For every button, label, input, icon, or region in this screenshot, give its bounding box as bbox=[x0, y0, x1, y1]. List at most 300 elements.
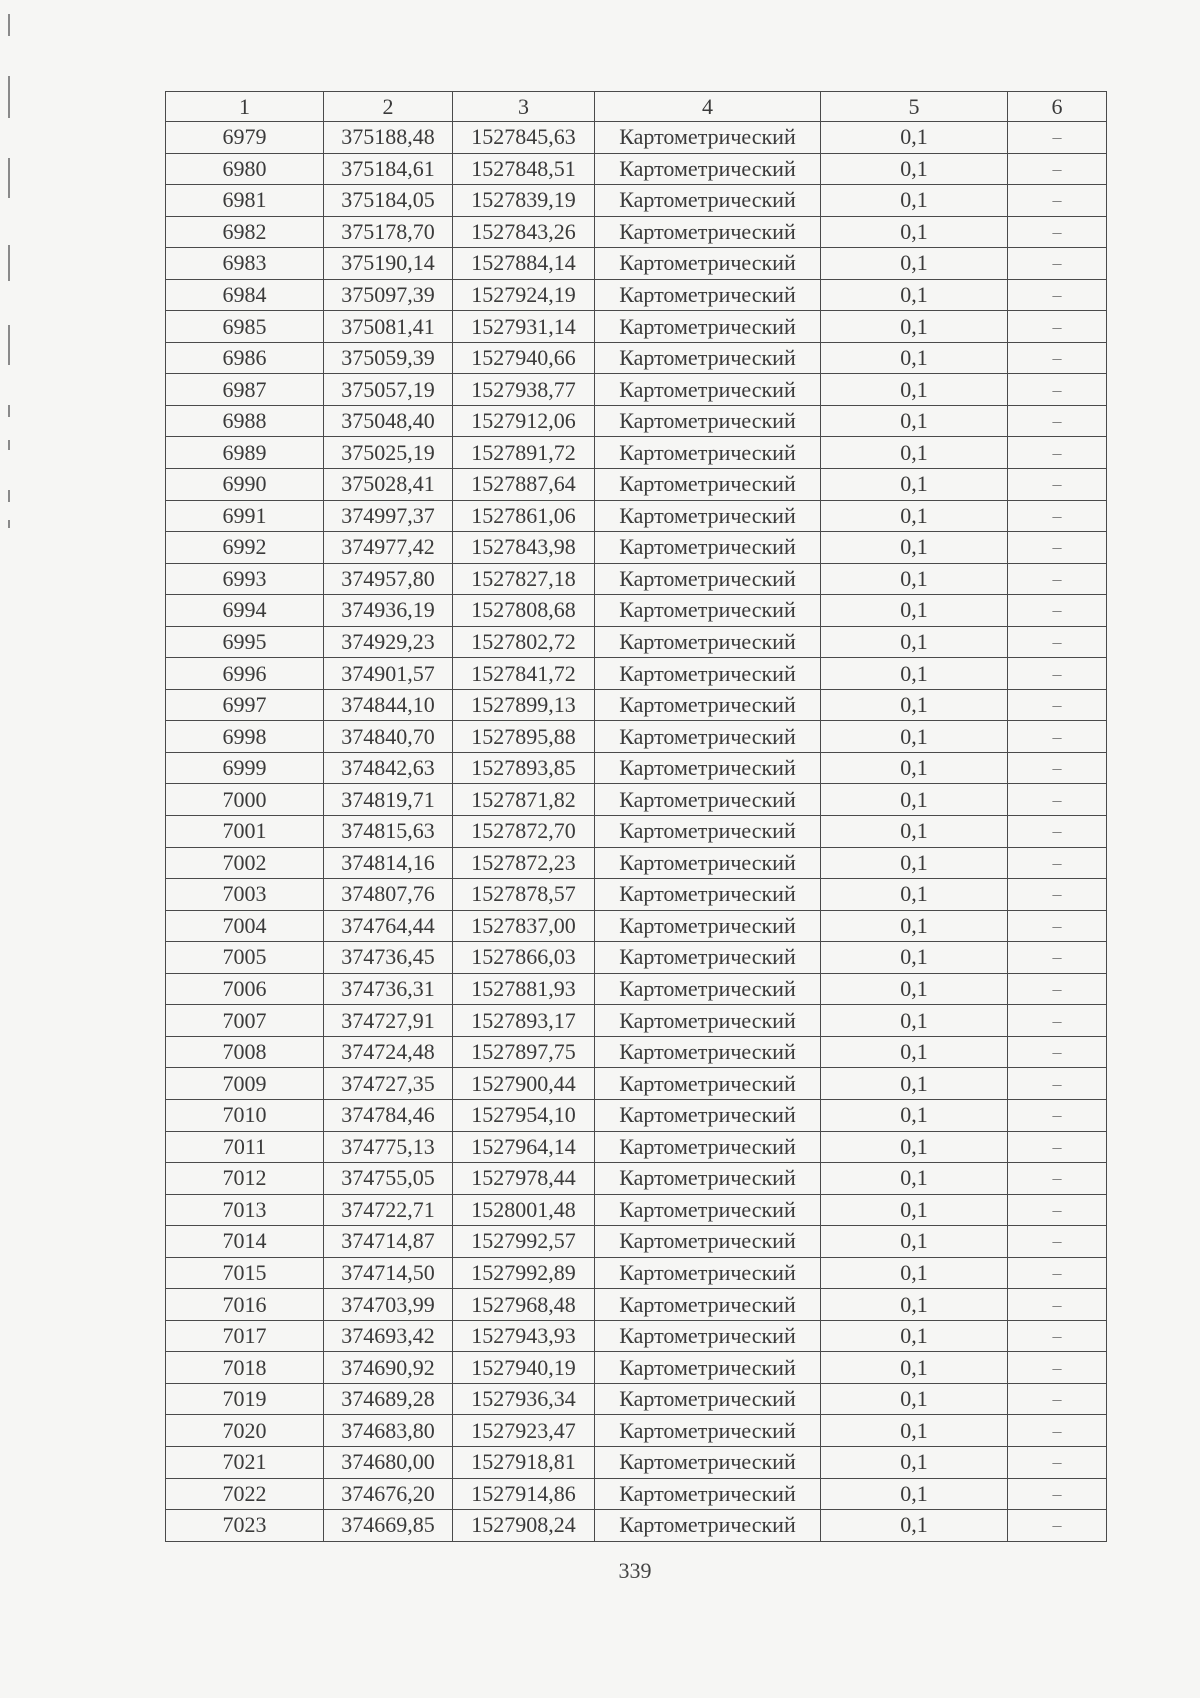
method-cell: Картометрический bbox=[595, 279, 821, 311]
description-cell: – bbox=[1008, 279, 1107, 311]
description-cell: – bbox=[1008, 1005, 1107, 1037]
accuracy-cell: 0,1 bbox=[821, 1510, 1008, 1542]
x-coordinate-cell: 374714,50 bbox=[324, 1257, 453, 1289]
method-cell: Картометрический bbox=[595, 595, 821, 627]
method-cell: Картометрический bbox=[595, 342, 821, 374]
description-cell: – bbox=[1008, 1383, 1107, 1415]
table-row bbox=[166, 1194, 1107, 1226]
y-coordinate-cell: 1527900,44 bbox=[453, 1068, 595, 1100]
x-coordinate-cell: 374842,63 bbox=[324, 752, 453, 784]
x-coordinate-cell: 374844,10 bbox=[324, 689, 453, 721]
column-header-3: 3 bbox=[453, 92, 595, 122]
accuracy-cell: 0,1 bbox=[821, 879, 1008, 911]
y-coordinate-cell: 1527912,06 bbox=[453, 405, 595, 437]
x-coordinate-cell: 374736,45 bbox=[324, 942, 453, 974]
column-header-4: 4 bbox=[595, 92, 821, 122]
table-row bbox=[166, 437, 1107, 469]
table-row bbox=[166, 1131, 1107, 1163]
accuracy-cell: 0,1 bbox=[821, 1478, 1008, 1510]
y-coordinate-cell: 1527841,72 bbox=[453, 658, 595, 690]
description-cell: – bbox=[1008, 1352, 1107, 1384]
table-row bbox=[166, 1383, 1107, 1415]
table-row bbox=[166, 342, 1107, 374]
coordinates-table bbox=[165, 91, 1107, 1542]
y-coordinate-cell: 1527872,70 bbox=[453, 816, 595, 848]
method-cell: Картометрический bbox=[595, 847, 821, 879]
description-cell: – bbox=[1008, 500, 1107, 532]
point-number-cell: 6995 bbox=[166, 626, 324, 658]
method-cell: Картометрический bbox=[595, 405, 821, 437]
x-coordinate-cell: 374815,63 bbox=[324, 816, 453, 848]
table-row bbox=[166, 784, 1107, 816]
x-coordinate-cell: 375188,48 bbox=[324, 122, 453, 154]
table-body bbox=[166, 122, 1107, 1542]
description-cell: – bbox=[1008, 1099, 1107, 1131]
point-number-cell: 6999 bbox=[166, 752, 324, 784]
y-coordinate-cell: 1527893,85 bbox=[453, 752, 595, 784]
point-number-cell: 6983 bbox=[166, 248, 324, 280]
description-cell: – bbox=[1008, 248, 1107, 280]
description-cell: – bbox=[1008, 216, 1107, 248]
x-coordinate-cell: 374690,92 bbox=[324, 1352, 453, 1384]
accuracy-cell: 0,1 bbox=[821, 1131, 1008, 1163]
method-cell: Картометрический bbox=[595, 1036, 821, 1068]
y-coordinate-cell: 1527837,00 bbox=[453, 910, 595, 942]
table-row bbox=[166, 248, 1107, 280]
accuracy-cell: 0,1 bbox=[821, 689, 1008, 721]
y-coordinate-cell: 1527964,14 bbox=[453, 1131, 595, 1163]
table-row bbox=[166, 279, 1107, 311]
description-cell: – bbox=[1008, 153, 1107, 185]
column-header-5: 5 bbox=[821, 92, 1008, 122]
description-cell: – bbox=[1008, 752, 1107, 784]
table-row bbox=[166, 532, 1107, 564]
x-coordinate-cell: 375097,39 bbox=[324, 279, 453, 311]
description-cell: – bbox=[1008, 1194, 1107, 1226]
table-row bbox=[166, 1005, 1107, 1037]
method-cell: Картометрический bbox=[595, 469, 821, 501]
x-coordinate-cell: 375081,41 bbox=[324, 311, 453, 343]
accuracy-cell: 0,1 bbox=[821, 248, 1008, 280]
description-cell: – bbox=[1008, 185, 1107, 217]
table-row bbox=[166, 1289, 1107, 1321]
method-cell: Картометрический bbox=[595, 784, 821, 816]
point-number-cell: 7016 bbox=[166, 1289, 324, 1321]
point-number-cell: 7012 bbox=[166, 1163, 324, 1195]
point-number-cell: 7002 bbox=[166, 847, 324, 879]
method-cell: Картометрический bbox=[595, 500, 821, 532]
x-coordinate-cell: 374689,28 bbox=[324, 1383, 453, 1415]
table-row bbox=[166, 311, 1107, 343]
y-coordinate-cell: 1527908,24 bbox=[453, 1510, 595, 1542]
y-coordinate-cell: 1527914,86 bbox=[453, 1478, 595, 1510]
point-number-cell: 6984 bbox=[166, 279, 324, 311]
y-coordinate-cell: 1527872,23 bbox=[453, 847, 595, 879]
table-header bbox=[166, 92, 1107, 122]
description-cell: – bbox=[1008, 1226, 1107, 1258]
point-number-cell: 6982 bbox=[166, 216, 324, 248]
accuracy-cell: 0,1 bbox=[821, 342, 1008, 374]
method-cell: Картометрический bbox=[595, 1163, 821, 1195]
point-number-cell: 7015 bbox=[166, 1257, 324, 1289]
description-cell: – bbox=[1008, 910, 1107, 942]
accuracy-cell: 0,1 bbox=[821, 1226, 1008, 1258]
table-row bbox=[166, 1478, 1107, 1510]
point-number-cell: 7017 bbox=[166, 1320, 324, 1352]
scan-edge-marks bbox=[8, 0, 22, 1698]
point-number-cell: 6997 bbox=[166, 689, 324, 721]
point-number-cell: 7018 bbox=[166, 1352, 324, 1384]
accuracy-cell: 0,1 bbox=[821, 1383, 1008, 1415]
description-cell: – bbox=[1008, 1478, 1107, 1510]
point-number-cell: 7010 bbox=[166, 1099, 324, 1131]
description-cell: – bbox=[1008, 1163, 1107, 1195]
accuracy-cell: 0,1 bbox=[821, 658, 1008, 690]
method-cell: Картометрический bbox=[595, 1383, 821, 1415]
table-row bbox=[166, 910, 1107, 942]
table-row bbox=[166, 153, 1107, 185]
y-coordinate-cell: 1527918,81 bbox=[453, 1446, 595, 1478]
point-number-cell: 7008 bbox=[166, 1036, 324, 1068]
description-cell: – bbox=[1008, 122, 1107, 154]
point-number-cell: 6988 bbox=[166, 405, 324, 437]
accuracy-cell: 0,1 bbox=[821, 721, 1008, 753]
y-coordinate-cell: 1527923,47 bbox=[453, 1415, 595, 1447]
x-coordinate-cell: 375048,40 bbox=[324, 405, 453, 437]
y-coordinate-cell: 1527978,44 bbox=[453, 1163, 595, 1195]
description-cell: – bbox=[1008, 437, 1107, 469]
description-cell: – bbox=[1008, 1036, 1107, 1068]
point-number-cell: 6996 bbox=[166, 658, 324, 690]
description-cell: – bbox=[1008, 469, 1107, 501]
x-coordinate-cell: 374722,71 bbox=[324, 1194, 453, 1226]
description-cell: – bbox=[1008, 1257, 1107, 1289]
accuracy-cell: 0,1 bbox=[821, 1257, 1008, 1289]
table-row bbox=[166, 1036, 1107, 1068]
point-number-cell: 7011 bbox=[166, 1131, 324, 1163]
point-number-cell: 7014 bbox=[166, 1226, 324, 1258]
y-coordinate-cell: 1527843,26 bbox=[453, 216, 595, 248]
accuracy-cell: 0,1 bbox=[821, 595, 1008, 627]
description-cell: – bbox=[1008, 342, 1107, 374]
table-row bbox=[166, 1352, 1107, 1384]
table-row bbox=[166, 1226, 1107, 1258]
y-coordinate-cell: 1527899,13 bbox=[453, 689, 595, 721]
method-cell: Картометрический bbox=[595, 816, 821, 848]
x-coordinate-cell: 374727,91 bbox=[324, 1005, 453, 1037]
x-coordinate-cell: 375184,61 bbox=[324, 153, 453, 185]
description-cell: – bbox=[1008, 721, 1107, 753]
table-row bbox=[166, 563, 1107, 595]
table-row bbox=[166, 879, 1107, 911]
method-cell: Картометрический bbox=[595, 216, 821, 248]
x-coordinate-cell: 374669,85 bbox=[324, 1510, 453, 1542]
x-coordinate-cell: 374693,42 bbox=[324, 1320, 453, 1352]
accuracy-cell: 0,1 bbox=[821, 185, 1008, 217]
column-header-6: 6 bbox=[1008, 92, 1107, 122]
point-number-cell: 7009 bbox=[166, 1068, 324, 1100]
accuracy-cell: 0,1 bbox=[821, 910, 1008, 942]
column-header-2: 2 bbox=[324, 92, 453, 122]
method-cell: Картометрический bbox=[595, 1005, 821, 1037]
x-coordinate-cell: 374727,35 bbox=[324, 1068, 453, 1100]
table-row bbox=[166, 405, 1107, 437]
accuracy-cell: 0,1 bbox=[821, 469, 1008, 501]
method-cell: Картометрический bbox=[595, 1352, 821, 1384]
description-cell: – bbox=[1008, 374, 1107, 406]
x-coordinate-cell: 374997,37 bbox=[324, 500, 453, 532]
table-row bbox=[166, 500, 1107, 532]
accuracy-cell: 0,1 bbox=[821, 122, 1008, 154]
y-coordinate-cell: 1527931,14 bbox=[453, 311, 595, 343]
x-coordinate-cell: 375190,14 bbox=[324, 248, 453, 280]
description-cell: – bbox=[1008, 1510, 1107, 1542]
y-coordinate-cell: 1527802,72 bbox=[453, 626, 595, 658]
y-coordinate-cell: 1527895,88 bbox=[453, 721, 595, 753]
accuracy-cell: 0,1 bbox=[821, 1005, 1008, 1037]
table-row bbox=[166, 1257, 1107, 1289]
method-cell: Картометрический bbox=[595, 1226, 821, 1258]
table-row bbox=[166, 816, 1107, 848]
point-number-cell: 7007 bbox=[166, 1005, 324, 1037]
y-coordinate-cell: 1527871,82 bbox=[453, 784, 595, 816]
description-cell: – bbox=[1008, 595, 1107, 627]
description-cell: – bbox=[1008, 1131, 1107, 1163]
accuracy-cell: 0,1 bbox=[821, 752, 1008, 784]
y-coordinate-cell: 1527845,63 bbox=[453, 122, 595, 154]
accuracy-cell: 0,1 bbox=[821, 1099, 1008, 1131]
x-coordinate-cell: 374683,80 bbox=[324, 1415, 453, 1447]
x-coordinate-cell: 375059,39 bbox=[324, 342, 453, 374]
method-cell: Картометрический bbox=[595, 626, 821, 658]
method-cell: Картометрический bbox=[595, 153, 821, 185]
table-row bbox=[166, 1415, 1107, 1447]
accuracy-cell: 0,1 bbox=[821, 816, 1008, 848]
point-number-cell: 7013 bbox=[166, 1194, 324, 1226]
description-cell: – bbox=[1008, 1415, 1107, 1447]
x-coordinate-cell: 374714,87 bbox=[324, 1226, 453, 1258]
method-cell: Картометрический bbox=[595, 1510, 821, 1542]
y-coordinate-cell: 1527891,72 bbox=[453, 437, 595, 469]
accuracy-cell: 0,1 bbox=[821, 405, 1008, 437]
table-row bbox=[166, 469, 1107, 501]
y-coordinate-cell: 1527878,57 bbox=[453, 879, 595, 911]
method-cell: Картометрический bbox=[595, 1289, 821, 1321]
accuracy-cell: 0,1 bbox=[821, 279, 1008, 311]
y-coordinate-cell: 1527940,66 bbox=[453, 342, 595, 374]
accuracy-cell: 0,1 bbox=[821, 532, 1008, 564]
table-row bbox=[166, 752, 1107, 784]
accuracy-cell: 0,1 bbox=[821, 1194, 1008, 1226]
y-coordinate-cell: 1527866,03 bbox=[453, 942, 595, 974]
point-number-cell: 6989 bbox=[166, 437, 324, 469]
description-cell: – bbox=[1008, 563, 1107, 595]
description-cell: – bbox=[1008, 1068, 1107, 1100]
description-cell: – bbox=[1008, 847, 1107, 879]
point-number-cell: 6992 bbox=[166, 532, 324, 564]
column-header-1: 1 bbox=[166, 92, 324, 122]
table-row bbox=[166, 185, 1107, 217]
table-row bbox=[166, 626, 1107, 658]
x-coordinate-cell: 374775,13 bbox=[324, 1131, 453, 1163]
description-cell: – bbox=[1008, 311, 1107, 343]
description-cell: – bbox=[1008, 879, 1107, 911]
table-row bbox=[166, 1446, 1107, 1478]
table-row bbox=[166, 216, 1107, 248]
accuracy-cell: 0,1 bbox=[821, 1068, 1008, 1100]
accuracy-cell: 0,1 bbox=[821, 1352, 1008, 1384]
method-cell: Картометрический bbox=[595, 122, 821, 154]
accuracy-cell: 0,1 bbox=[821, 1320, 1008, 1352]
y-coordinate-cell: 1527992,89 bbox=[453, 1257, 595, 1289]
accuracy-cell: 0,1 bbox=[821, 847, 1008, 879]
x-coordinate-cell: 374936,19 bbox=[324, 595, 453, 627]
x-coordinate-cell: 374784,46 bbox=[324, 1099, 453, 1131]
x-coordinate-cell: 374676,20 bbox=[324, 1478, 453, 1510]
accuracy-cell: 0,1 bbox=[821, 973, 1008, 1005]
accuracy-cell: 0,1 bbox=[821, 311, 1008, 343]
x-coordinate-cell: 374736,31 bbox=[324, 973, 453, 1005]
table-row bbox=[166, 1068, 1107, 1100]
point-number-cell: 6987 bbox=[166, 374, 324, 406]
method-cell: Картометрический bbox=[595, 1099, 821, 1131]
y-coordinate-cell: 1527954,10 bbox=[453, 1099, 595, 1131]
table-row bbox=[166, 942, 1107, 974]
point-number-cell: 6998 bbox=[166, 721, 324, 753]
method-cell: Картометрический bbox=[595, 942, 821, 974]
x-coordinate-cell: 374703,99 bbox=[324, 1289, 453, 1321]
point-number-cell: 7005 bbox=[166, 942, 324, 974]
y-coordinate-cell: 1527968,48 bbox=[453, 1289, 595, 1321]
method-cell: Картометрический bbox=[595, 879, 821, 911]
description-cell: – bbox=[1008, 973, 1107, 1005]
method-cell: Картометрический bbox=[595, 532, 821, 564]
method-cell: Картометрический bbox=[595, 973, 821, 1005]
table-row bbox=[166, 1099, 1107, 1131]
table-row bbox=[166, 595, 1107, 627]
x-coordinate-cell: 375025,19 bbox=[324, 437, 453, 469]
point-number-cell: 7000 bbox=[166, 784, 324, 816]
method-cell: Картометрический bbox=[595, 1415, 821, 1447]
x-coordinate-cell: 374755,05 bbox=[324, 1163, 453, 1195]
y-coordinate-cell: 1527827,18 bbox=[453, 563, 595, 595]
point-number-cell: 6993 bbox=[166, 563, 324, 595]
table-row bbox=[166, 973, 1107, 1005]
table-row bbox=[166, 658, 1107, 690]
accuracy-cell: 0,1 bbox=[821, 563, 1008, 595]
table-row bbox=[166, 1163, 1107, 1195]
description-cell: – bbox=[1008, 784, 1107, 816]
description-cell: – bbox=[1008, 626, 1107, 658]
point-number-cell: 6990 bbox=[166, 469, 324, 501]
x-coordinate-cell: 374957,80 bbox=[324, 563, 453, 595]
y-coordinate-cell: 1527839,19 bbox=[453, 185, 595, 217]
y-coordinate-cell: 1527893,17 bbox=[453, 1005, 595, 1037]
method-cell: Картометрический bbox=[595, 1257, 821, 1289]
method-cell: Картометрический bbox=[595, 1478, 821, 1510]
table-row bbox=[166, 689, 1107, 721]
y-coordinate-cell: 1527936,34 bbox=[453, 1383, 595, 1415]
y-coordinate-cell: 1527924,19 bbox=[453, 279, 595, 311]
y-coordinate-cell: 1527940,19 bbox=[453, 1352, 595, 1384]
method-cell: Картометрический bbox=[595, 1131, 821, 1163]
y-coordinate-cell: 1527843,98 bbox=[453, 532, 595, 564]
point-number-cell: 7003 bbox=[166, 879, 324, 911]
method-cell: Картометрический bbox=[595, 910, 821, 942]
accuracy-cell: 0,1 bbox=[821, 1415, 1008, 1447]
accuracy-cell: 0,1 bbox=[821, 153, 1008, 185]
accuracy-cell: 0,1 bbox=[821, 374, 1008, 406]
description-cell: – bbox=[1008, 689, 1107, 721]
method-cell: Картометрический bbox=[595, 721, 821, 753]
point-number-cell: 6980 bbox=[166, 153, 324, 185]
method-cell: Картометрический bbox=[595, 658, 821, 690]
x-coordinate-cell: 374807,76 bbox=[324, 879, 453, 911]
point-number-cell: 7020 bbox=[166, 1415, 324, 1447]
header-row bbox=[166, 92, 1107, 122]
accuracy-cell: 0,1 bbox=[821, 500, 1008, 532]
point-number-cell: 6985 bbox=[166, 311, 324, 343]
x-coordinate-cell: 374814,16 bbox=[324, 847, 453, 879]
x-coordinate-cell: 374724,48 bbox=[324, 1036, 453, 1068]
point-number-cell: 7023 bbox=[166, 1510, 324, 1542]
description-cell: – bbox=[1008, 942, 1107, 974]
table-row bbox=[166, 374, 1107, 406]
point-number-cell: 6994 bbox=[166, 595, 324, 627]
accuracy-cell: 0,1 bbox=[821, 1163, 1008, 1195]
point-number-cell: 7004 bbox=[166, 910, 324, 942]
accuracy-cell: 0,1 bbox=[821, 942, 1008, 974]
method-cell: Картометрический bbox=[595, 689, 821, 721]
accuracy-cell: 0,1 bbox=[821, 626, 1008, 658]
point-number-cell: 6991 bbox=[166, 500, 324, 532]
y-coordinate-cell: 1527881,93 bbox=[453, 973, 595, 1005]
page-number: 339 bbox=[618, 1558, 652, 1583]
table-row bbox=[166, 847, 1107, 879]
x-coordinate-cell: 374929,23 bbox=[324, 626, 453, 658]
y-coordinate-cell: 1527848,51 bbox=[453, 153, 595, 185]
table-row bbox=[166, 721, 1107, 753]
method-cell: Картометрический bbox=[595, 1068, 821, 1100]
point-number-cell: 7006 bbox=[166, 973, 324, 1005]
point-number-cell: 6981 bbox=[166, 185, 324, 217]
table-row bbox=[166, 1510, 1107, 1542]
point-number-cell: 6986 bbox=[166, 342, 324, 374]
accuracy-cell: 0,1 bbox=[821, 784, 1008, 816]
method-cell: Картометрический bbox=[595, 752, 821, 784]
x-coordinate-cell: 374680,00 bbox=[324, 1446, 453, 1478]
y-coordinate-cell: 1527887,64 bbox=[453, 469, 595, 501]
x-coordinate-cell: 374977,42 bbox=[324, 532, 453, 564]
x-coordinate-cell: 375057,19 bbox=[324, 374, 453, 406]
method-cell: Картометрический bbox=[595, 563, 821, 595]
x-coordinate-cell: 375028,41 bbox=[324, 469, 453, 501]
y-coordinate-cell: 1527897,75 bbox=[453, 1036, 595, 1068]
y-coordinate-cell: 1527938,77 bbox=[453, 374, 595, 406]
y-coordinate-cell: 1527808,68 bbox=[453, 595, 595, 627]
method-cell: Картометрический bbox=[595, 311, 821, 343]
x-coordinate-cell: 375184,05 bbox=[324, 185, 453, 217]
description-cell: – bbox=[1008, 1320, 1107, 1352]
x-coordinate-cell: 374764,44 bbox=[324, 910, 453, 942]
point-number-cell: 7019 bbox=[166, 1383, 324, 1415]
accuracy-cell: 0,1 bbox=[821, 216, 1008, 248]
x-coordinate-cell: 374819,71 bbox=[324, 784, 453, 816]
table-row bbox=[166, 122, 1107, 154]
description-cell: – bbox=[1008, 1446, 1107, 1478]
accuracy-cell: 0,1 bbox=[821, 1446, 1008, 1478]
y-coordinate-cell: 1527943,93 bbox=[453, 1320, 595, 1352]
